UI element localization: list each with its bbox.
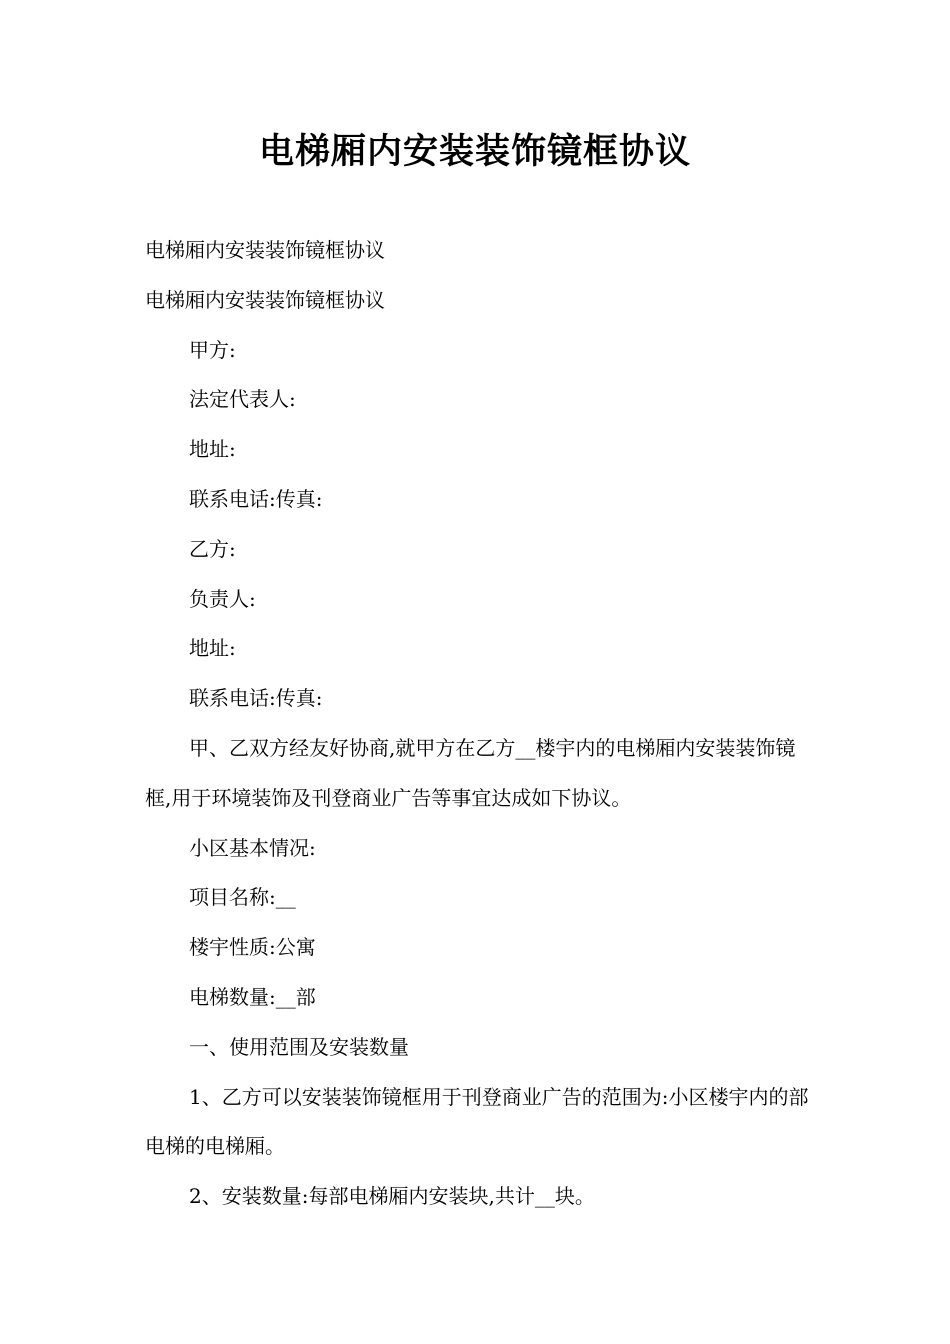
elevator-count-line: 电梯数量:__部 [189, 984, 316, 1009]
clause-2-paragraph: 2、安装数量:每部电梯厢内安装块,共计__块。 [189, 1184, 595, 1209]
document-title: 电梯厢内安装装饰镜框协议 [258, 132, 691, 172]
party-b-address-label: 地址: [189, 636, 236, 661]
party-b-contact-label: 联系电话:传真: [189, 686, 323, 711]
body-heading-line-1: 电梯厢内安装装饰镜框协议 [145, 238, 385, 262]
party-b-label: 乙方: [189, 536, 236, 561]
community-info-heading: 小区基本情况: [189, 835, 316, 860]
agreement-intro-paragraph: 甲、乙双方经友好协商,就甲方在乙方__楼宇内的电梯厢内安装装饰镜框,用于环境装饰及刊登商业广告等事宜达成如下协议。 [145, 735, 796, 810]
legal-representative-label: 法定代表人: [189, 387, 296, 412]
party-a-address-label: 地址: [189, 437, 236, 462]
party-a-contact-label: 联系电话:传真: [189, 486, 323, 511]
party-a-label: 甲方: [189, 337, 236, 362]
body-heading-line-2: 电梯厢内安装装饰镜框协议 [145, 287, 385, 312]
document-body [145, 226, 810, 1222]
responsible-person-label: 负责人: [189, 586, 256, 611]
section-one-heading: 一、使用范围及安装数量 [189, 1034, 409, 1059]
project-name-line: 项目名称:__ [189, 885, 296, 910]
clause-1-paragraph: 1、乙方可以安装装饰镜框用于刊登商业广告的范围为:小区楼宇内的部电梯的电梯厢。 [145, 1084, 809, 1159]
building-type-line: 楼宇性质:公寓 [189, 935, 316, 960]
